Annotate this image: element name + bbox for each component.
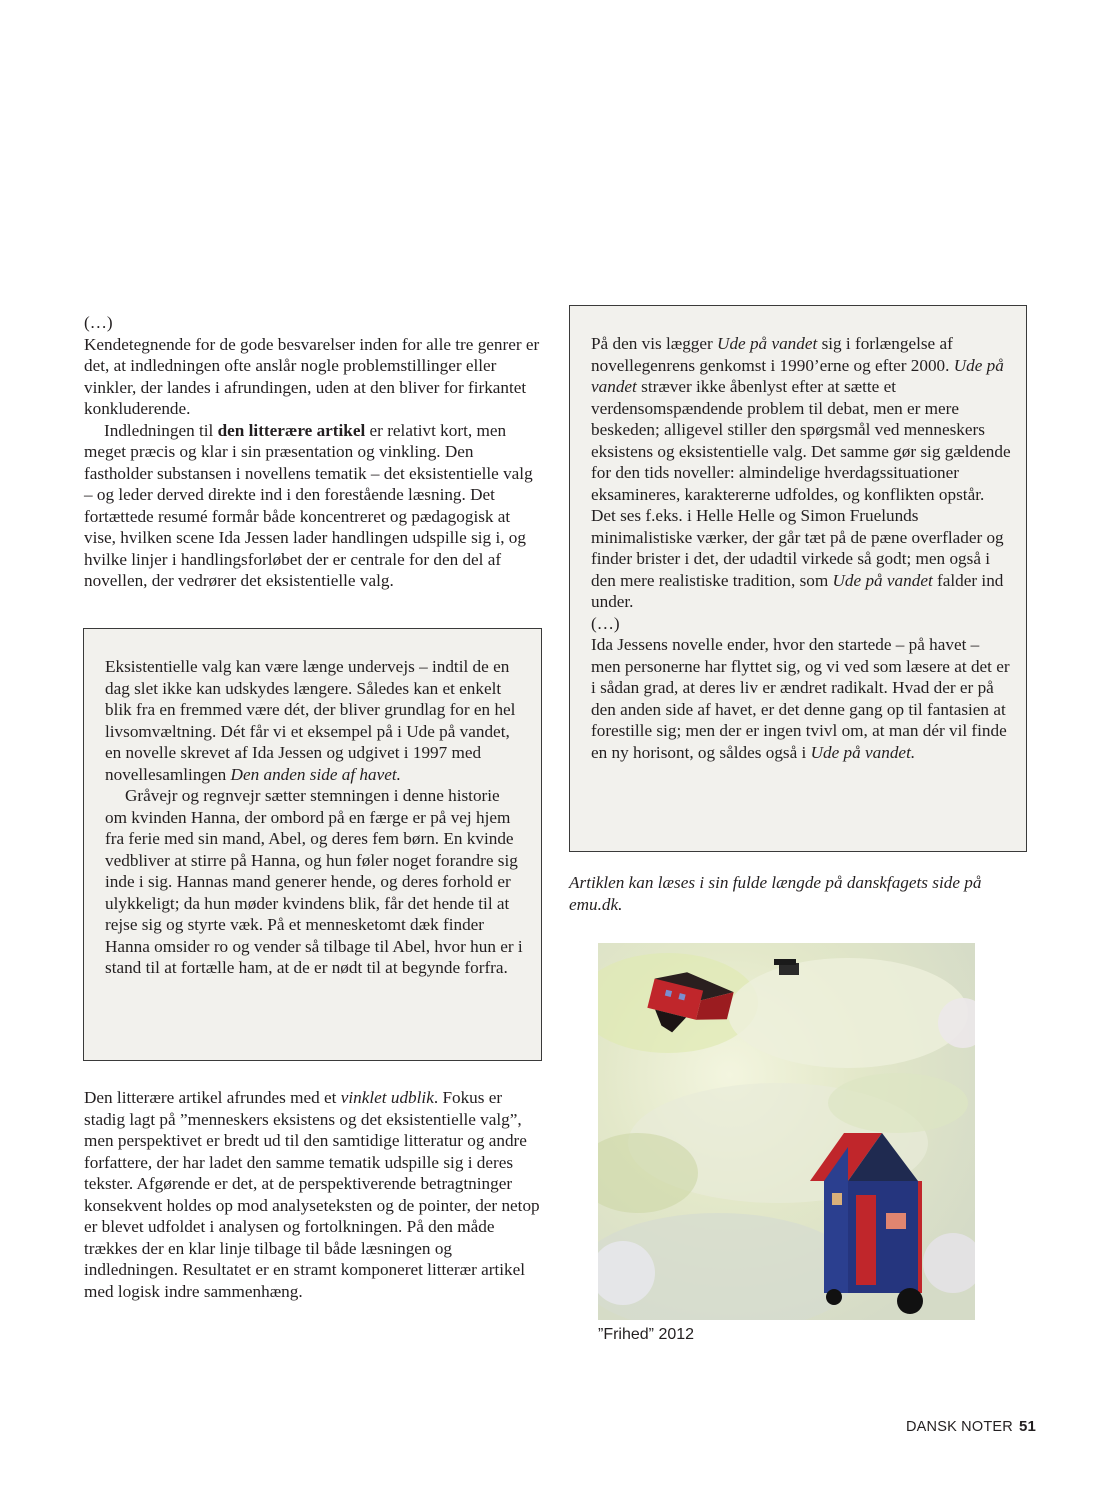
intro-paragraph: Kendetegnende for de gode besvarelser inden for alle tre genrer er det, at indledningen ofte anslår nogle problemstillinger eller vinkler, der landes i afrundingen, uden at den bliver for firkantet konkluderende.: [84, 334, 540, 418]
book-title: Den anden side af havet.: [230, 764, 401, 784]
right-p2-pre: Ida Jessens novelle ender, hvor den startede – på havet – men personerne har flyttet sig, og vi ved som læsere at det er i sådan grad, at deres liv er ændret radikalt. Hvad der er på den anden side af havet, er det denne gang op til fantasien at forestille sig; men der er ingen tvivl om, at man dér vil finde en ny horisont, og såldes også i: [591, 635, 1010, 762]
left-outro-text: [84, 1087, 544, 1302]
left-intro-text: [84, 312, 544, 592]
right-i1: Ude på vandet: [717, 334, 818, 353]
intro-p2-bold: den litterære artikel: [217, 420, 366, 440]
quote-box-left: [83, 628, 542, 1061]
publication-name: DANSK NOTER: [906, 1419, 1013, 1435]
intro-p2-pre: Indledningen til: [104, 420, 218, 440]
outro-paragraph: [84, 1087, 544, 1302]
artwork-caption: ”Frihed” 2012: [598, 1326, 695, 1343]
right-p2-italic: Ude på vandet.: [810, 742, 916, 762]
artwork-painting: [598, 943, 975, 1320]
frihed-painting-image: [598, 943, 975, 1320]
article-note: Artiklen kan læses i sin fulde længde på danskfagets side på emu.dk.: [569, 873, 982, 914]
right-s3: stræver ikke åbenlyst efter at sætte et verdensomspændende problem til debat, men er mere beskeden; alligevel stiller den spørgsmål ved menneskers eksistens og eksistentielle valg. Det samme gør sig gældende for den tids noveller: almindelige hverdagssituationer eksamineres, karaktererne udfoldes, og konflikten opstår. Det ses f.eks. i Helle Helle og Simon Fruelunds minimalistiske værker, der går tæt på de pæne overflader og finder brister i det, der udadtil virkede så godt; men også i den mere realistiske tradition, som: [591, 377, 1011, 590]
right-s2: sig i forlængelse af novellegenrens genkomst i 1990’erne og efter 2000.: [591, 334, 954, 375]
quote-p1-text: Eksistentielle valg kan være længe undervejs – indtil de en dag slet ikke kan udskydes længere. Således kan et enkelt blik fra en fremmed være dét, der bliver grundlag for en hel livsomvæltning. Dét får vi et eksempel på i Ude på vandet, en novelle skrevet af Ida Jessen og udgivet i 1997 med novellesamlingen: [105, 657, 516, 784]
right-quote-paragraph-2: [591, 634, 1011, 763]
quote-box-right: [569, 305, 1027, 852]
right-i3: Ude på vandet: [832, 570, 933, 590]
intro-p2-post: er relativt kort, men meget præcis og klar i sin præsentation og vinkling. Den fastholder substansen i novellens tematik – det eksistentielle valg – og leder derved direkte ind i den forestående læsning. Det fortættede resumé formår både koncentreret og pædagogisk at vise, hvilken scene Ida Jessen lader handlingen udspille sig i, og hvilke linjer i handlingsforløbet der er centrale for den del af novellen, der vedrører det eksistentielle valg.: [84, 420, 533, 590]
outro-p1-post: . Fokus er stadig lagt på ”menneskers eksistens og det eksistentielle valg”, men perspektivet er bredt ud til den samtidige litteratur og andre forfattere, der har ladet den samme tematik udspille sig i deres tekster. Afgørende er det, at de perspektiverende betragtninger konsekvent holdes op mod analyseteksten og de pointer, der netop er blevet udfoldet i analysen og fortolkningen. På den måde trækkes der en klar linje tilbage til både læsningen og indledningen. Resultatet er en stramt komponeret litterær artikel med logisk indre sammenhæng.: [84, 1088, 540, 1301]
right-quote-paragraph: [591, 333, 1011, 613]
quote-paragraph: [105, 656, 523, 785]
ellipsis-marker: (…): [84, 313, 113, 332]
right-ellipsis: (…): [591, 613, 620, 633]
outro-p1-pre: Den litterære artikel afrundes med et: [84, 1088, 341, 1107]
right-i2: Ude på vandet: [591, 355, 1004, 396]
outro-p1-italic: vinklet udblik: [340, 1088, 434, 1107]
page-footer: [906, 1418, 1036, 1435]
right-s4: falder ind under.: [591, 570, 1004, 611]
quote-paragraph-2: Gråvejr og regnvejr sætter stemningen i denne historie om kvinden Hanna, der ombord på en færge er på vej hjem fra ferie med sin mand, Abel, og deres fem børn. En kvinde vedbliver at stirre på Hanna, og hun føler noget forandre sig inde i sig. Hannas mand generer hende, og deres forhold er ulykkeligt; da hun møder kvindens blik, får det hende til at rejse sig og styrte væk. På et mennesketomt dæk finder Hanna omsider ro og vender så tilbage til Abel, hvor hun er i stand til at fortælle ham, at de er nødt til at begynde forfra.: [105, 786, 523, 977]
page-number: 51: [1018, 1418, 1037, 1435]
intro-paragraph-2: [84, 420, 544, 592]
right-s1: På den vis lægger: [591, 334, 718, 353]
